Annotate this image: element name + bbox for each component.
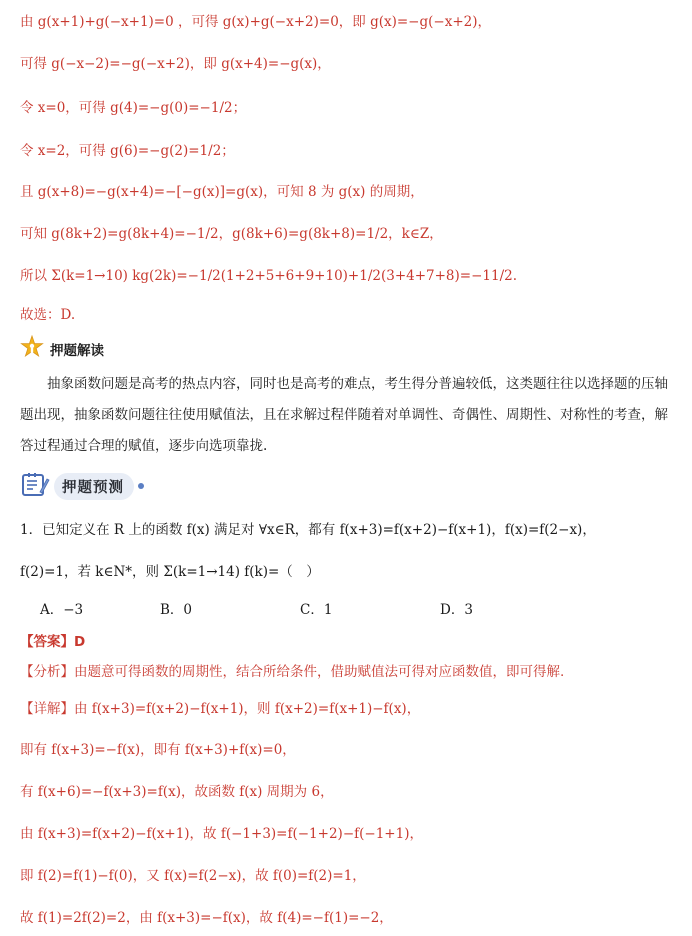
- analysis-line: 【分析】由题意可得函数的周期性，结合所给条件，借助赋值法可得对应函数值，即可得解.: [20, 664, 565, 680]
- detail-line: 即有 f(x+3)=−f(x)，即有 f(x+3)+f(x)=0，: [20, 742, 296, 758]
- detail-line: 由 f(x+3)=f(x+2)−f(x+1)，故 f(−1+3)=f(−1+2)−f(−1+1)，: [20, 826, 423, 842]
- question-stem: f(2)=1，若 k∈N*，则 Σ(k=1→14) f(k)=（ ）: [20, 564, 320, 580]
- detail-line: 有 f(x+6)=−f(x+3)=f(x)，故函数 f(x) 周期为 6，: [20, 784, 334, 800]
- solution-line: 所以 Σ(k=1→10) kg(2k)=−1/2(1+2+5+6+9+10)+1/2(3+4+7+8)=−11/2.: [20, 268, 518, 284]
- notebook-pencil-icon: [20, 470, 50, 502]
- section-title: 押题解读: [50, 343, 104, 359]
- section-header-predict: [20, 472, 144, 500]
- solution-line: 可得 g(−x−2)=−g(−x+2)，即 g(x+4)=−g(x)，: [20, 56, 331, 72]
- option-c: C．1: [300, 602, 333, 618]
- decor-dot: [138, 483, 144, 489]
- option-d: D．3: [440, 602, 473, 618]
- option-b: B．0: [160, 602, 193, 618]
- answer-line: 【答案】D: [20, 634, 86, 650]
- question-stem: 1．已知定义在 R 上的函数 f(x) 满足对 ∀x∈R，都有 f(x+3)=f(x+2)−f(x+1)，f(x)=f(2−x)，: [20, 522, 596, 538]
- option-a: A．−3: [40, 602, 84, 618]
- solution-line: 且 g(x+8)=−g(x+4)=−[−g(x)]=g(x)，可知 8 为 g(x) 的周期，: [20, 184, 424, 200]
- detail-line: 【详解】由 f(x+3)=f(x+2)−f(x+1)，则 f(x+2)=f(x+1)−f(x)，: [20, 701, 421, 717]
- section-title: 押题预测: [54, 473, 134, 500]
- solution-line: 令 x=2，可得 g(6)=−g(2)=1/2；: [20, 143, 235, 159]
- final-choice: 故选：D.: [20, 307, 76, 323]
- star-person-icon: [20, 335, 44, 363]
- solution-line: 令 x=0，可得 g(4)=−g(0)=−1/2；: [20, 100, 247, 116]
- solution-line: 可知 g(8k+2)=g(8k+4)=−1/2，g(8k+6)=g(8k+8)=1/2，k∈Z，: [20, 226, 443, 242]
- detail-line: 故 f(1)=2f(2)=2，由 f(x+3)=−f(x)，故 f(4)=−f(1)=−2，: [20, 910, 393, 926]
- interpret-paragraph: 抽象函数问题是高考的热点内容，同时也是高考的难点，考生得分普遍较低，这类题往往以选择题的压轴题出现，抽象函数问题往往使用赋值法，且在求解过程伴随着对单调性、奇偶性、周期性、对称性的考查，解答过程通过合理的赋值，逐步向选项靠拢.: [20, 376, 668, 454]
- section-header-interpret: [20, 336, 104, 362]
- solution-line: 由 g(x+1)+g(−x+1)=0 ，可得 g(x)+g(−x+2)=0，即 g(x)=−g(−x+2)，: [20, 14, 491, 30]
- detail-line: 即 f(2)=f(1)−f(0)，又 f(x)=f(2−x)，故 f(0)=f(2)=1，: [20, 868, 366, 884]
